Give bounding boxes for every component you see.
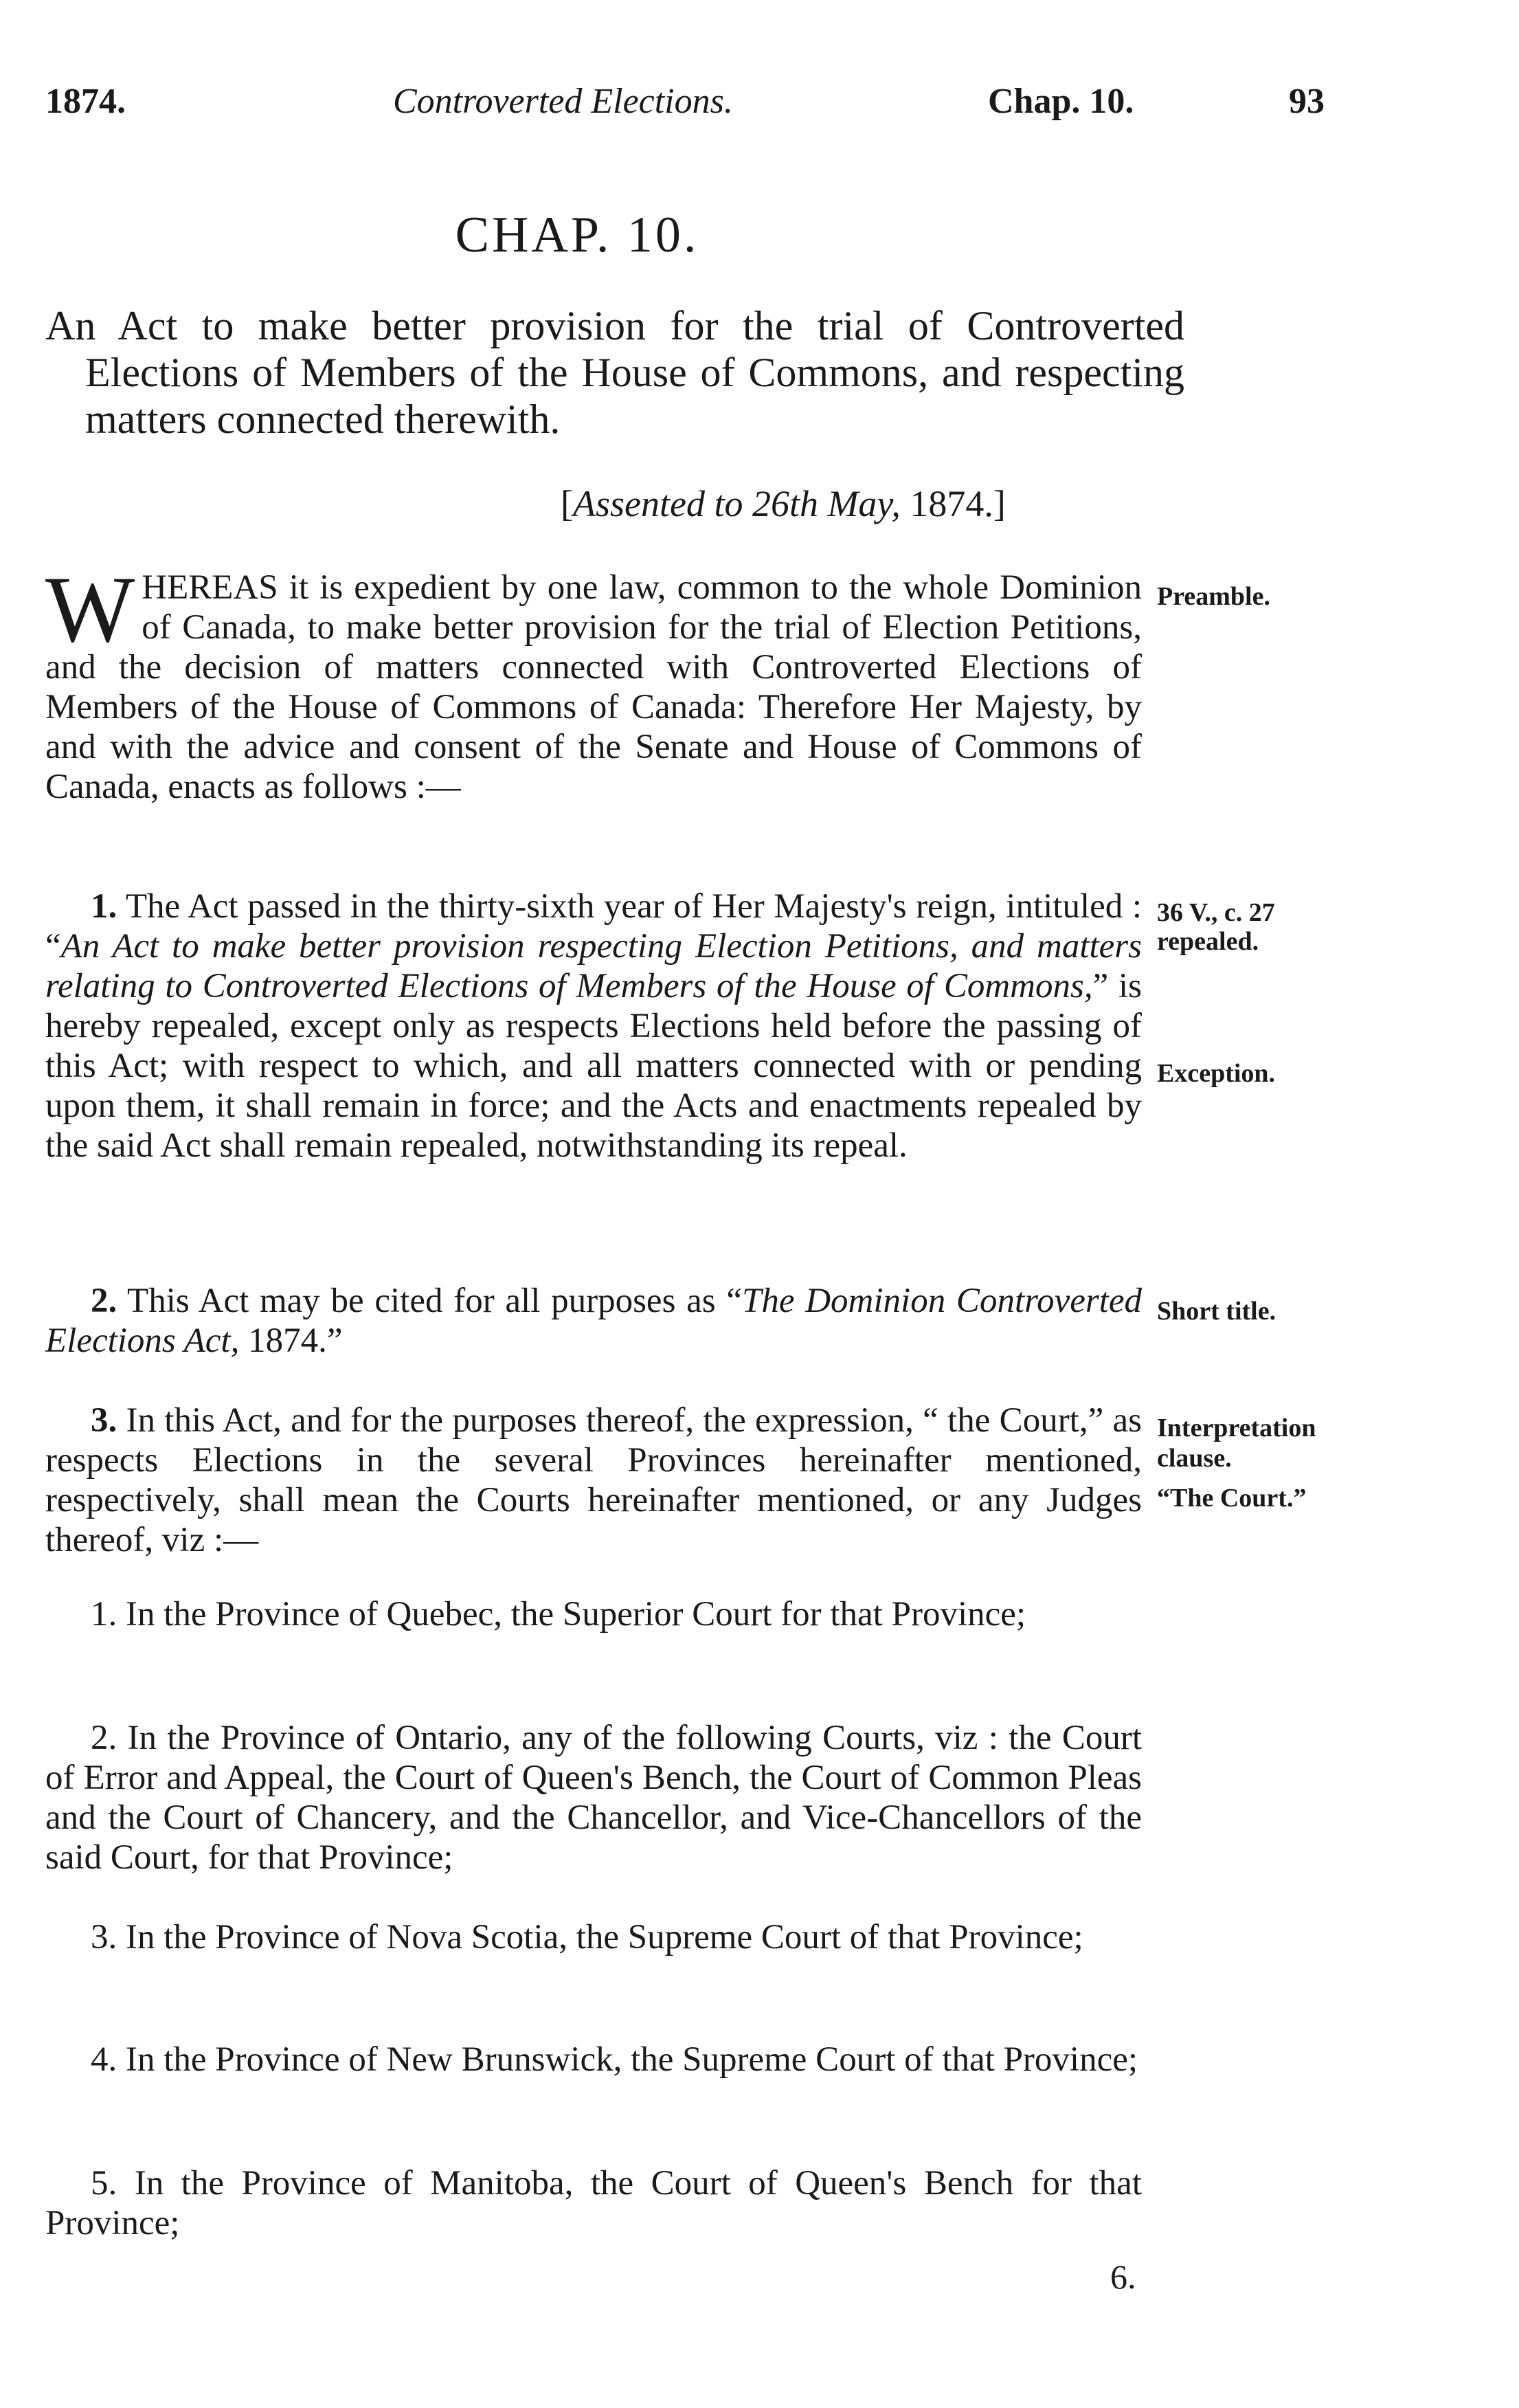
province-item-quebec: 1. In the Province of Quebec, the Superior Court for that Province; xyxy=(91,1595,1026,1634)
section-2-number: 2. xyxy=(91,1282,117,1320)
province-item-new-brunswick: 4. In the Province of New Brunswick, the Supreme Court of that Province; xyxy=(91,2040,1138,2079)
assent-open-bracket: [ xyxy=(561,483,573,524)
section-1 xyxy=(45,887,1142,1166)
chapter-heading: CHAP. 10. xyxy=(455,207,699,263)
margin-note-repealed: repealed. xyxy=(1157,927,1259,956)
preamble-text: HEREAS it is expedient by one law, common to the whole Dominion of Canada, to make better provision for the trial of Election Petitions, and the decision of matters connected with Controverted Elections of Members of the House of Commons of Canada: Therefore Her Majesty, by and with the advice and consent of the Senate and House of Commons of Canada, enacts as follows :— xyxy=(45,568,1142,806)
header-year: 1874. xyxy=(45,82,126,121)
section-2 xyxy=(45,1281,1142,1361)
margin-note-preamble: Preamble. xyxy=(1157,582,1270,611)
province-item-nova-scotia: 3. In the Province of Nova Scotia, the Supreme Court of that Province; xyxy=(91,1918,1083,1957)
margin-note-the-court: “The Court.” xyxy=(1157,1484,1307,1513)
section-2-short-title: The Dominion Controverted Elections Act, xyxy=(45,1282,1142,1360)
section-1-cited-act: An Act to make better provision respecting Election Petitions, and matters relating to Controverted Elections of Members of the House of Commons, xyxy=(45,927,1142,1005)
header-chapter: Chap. 10. xyxy=(988,82,1134,121)
catchword: 6. xyxy=(1110,2258,1136,2296)
margin-note-exception: Exception. xyxy=(1157,1059,1276,1088)
act-long-title: An Act to make better provision for the trial of Controverted Elections of Members of the House of Commons, and respecting matters connected therewith. xyxy=(45,303,1184,442)
preamble-paragraph xyxy=(45,557,1142,807)
assent-year: 1874.] xyxy=(900,483,1006,524)
page-number: 93 xyxy=(1289,82,1325,121)
margin-note-repeal-reference: 36 V., c. 27 xyxy=(1157,898,1275,927)
province-item-ontario: 2. In the Province of Ontario, any of the following Courts, viz : the Court of Error and Appeal, the Court of Queen's Bench, the Court of Common Pleas and the Court of Chancery, and the Chancellor, and Vice-Chancellors of the said Court, for that Province; xyxy=(45,1719,1142,1877)
assent-date xyxy=(561,482,1006,525)
drop-cap: W xyxy=(45,557,135,662)
section-3-text: In this Act, and for the purposes thereof, the expression, “ the Court,” as respects Elections in the several Provinces hereinafter mentioned, respectively, shall mean the Courts hereinafter mentioned, or any Judges thereof, viz :— xyxy=(45,1401,1142,1559)
section-3 xyxy=(45,1401,1142,1560)
section-2-text-a: This Act may be cited for all purposes as “ xyxy=(117,1282,742,1320)
section-1-number: 1. xyxy=(91,887,117,926)
section-1-text-b: ” is hereby repealed, except only as respects Elections held before the passing of this Act; with respect to which, and all matters connected with or pending upon them, it shall remain in force; and the Acts and enactments repealed by the said Act shall remain repealed, notwithstanding its repeal. xyxy=(45,967,1142,1165)
section-1-text-a: The Act passed in the thirty-sixth year of Her Majesty's reign, intituled : “ xyxy=(45,887,1142,966)
margin-note-short-title: Short title. xyxy=(1157,1297,1276,1326)
margin-note-interpretation: Interpretation xyxy=(1157,1414,1316,1442)
province-item-manitoba: 5. In the Province of Manitoba, the Court of Queen's Bench for that Province; xyxy=(45,2164,1142,2242)
margin-note-clause: clause. xyxy=(1157,1444,1232,1473)
header-running-title: Controverted Elections. xyxy=(393,82,733,121)
section-3-number: 3. xyxy=(91,1401,117,1440)
assent-italic: Assented to 26th May, xyxy=(572,483,901,524)
section-2-text-b: 1874.” xyxy=(239,1322,343,1360)
